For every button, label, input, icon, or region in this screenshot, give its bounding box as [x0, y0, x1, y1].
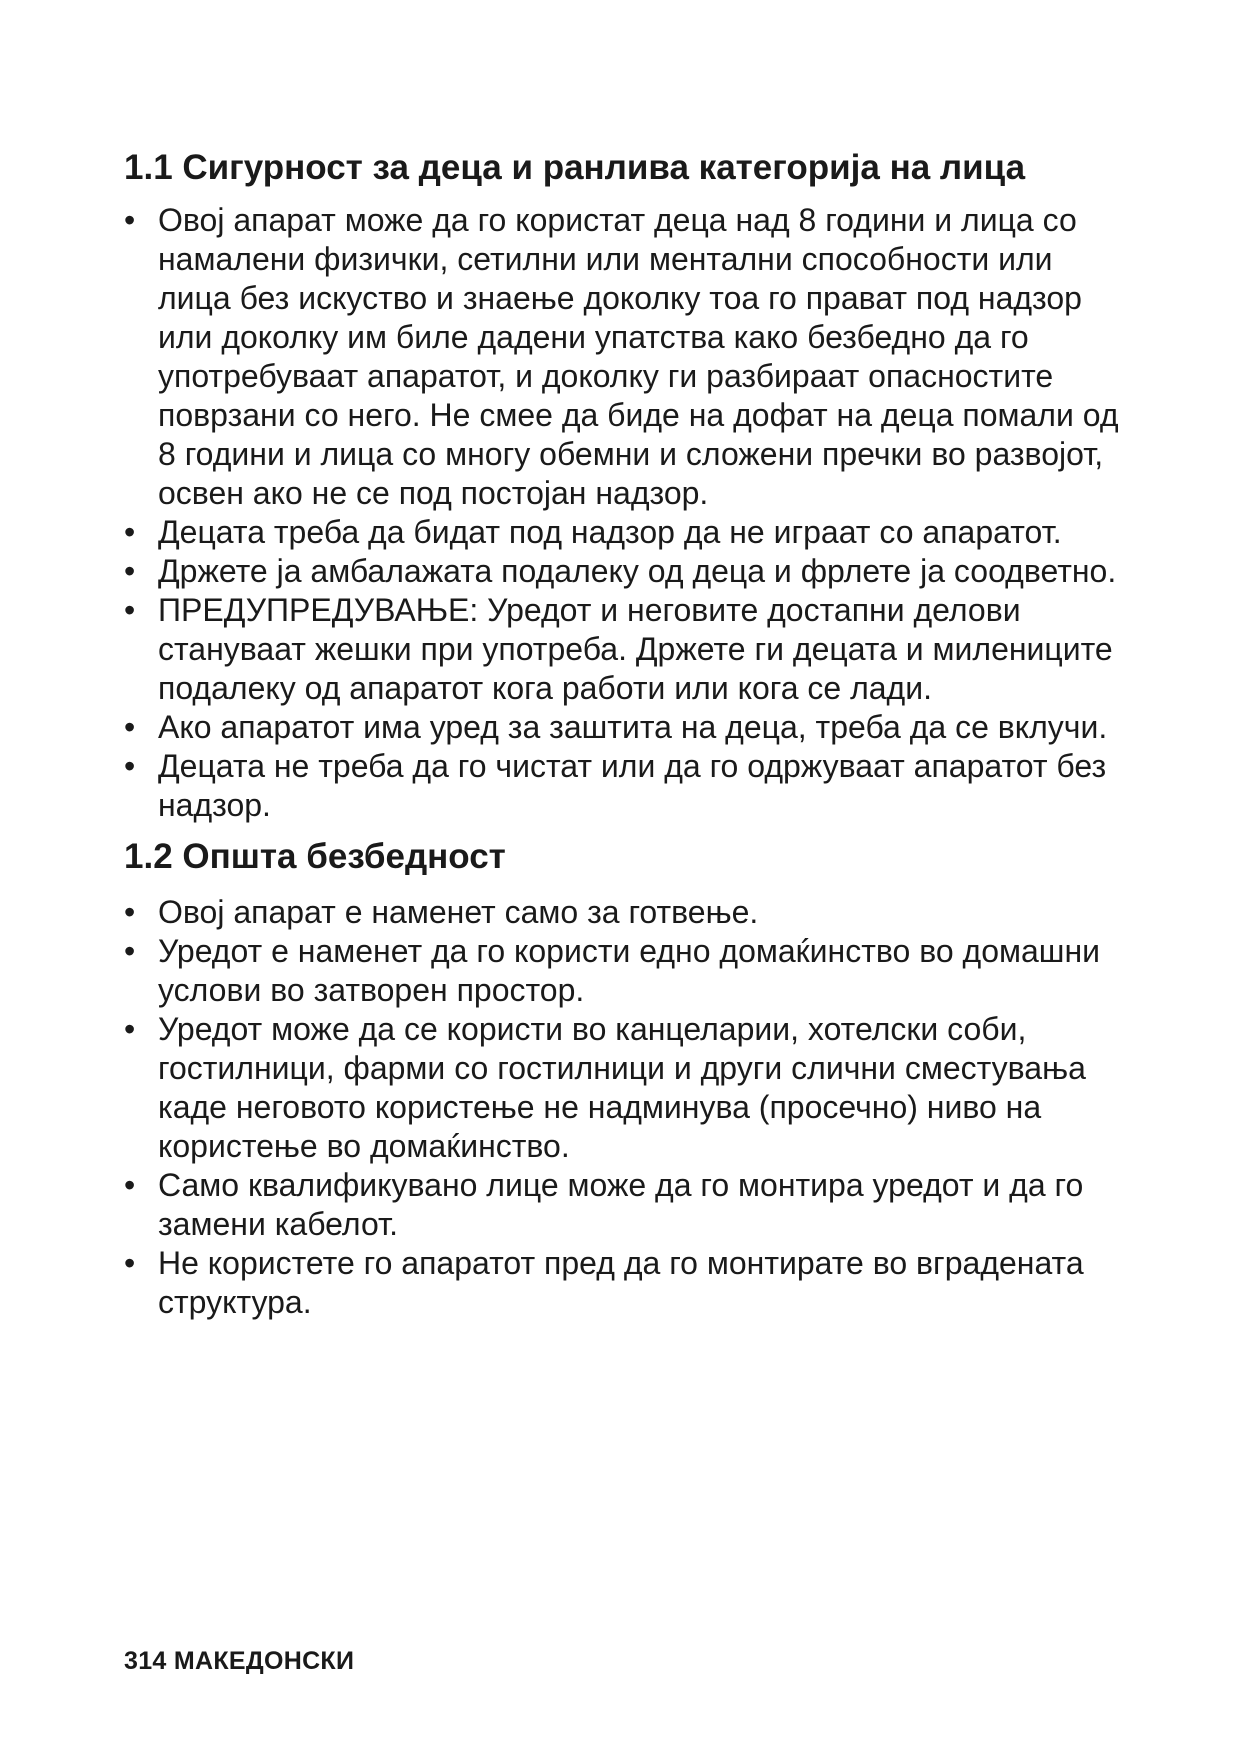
list-item: [124, 893, 1124, 932]
list-item-text: Овој апарат е наменет само за готвење.: [158, 894, 759, 930]
list-item-text: Уредот може да се користи во канцеларии, хотелски соби, гостилници, фарми со гостилници и други слични сместувања каде неговото користење не надминува (просечно) ниво на користење во домаќинство.: [158, 1011, 1086, 1164]
list-item: [124, 513, 1124, 552]
bullet-mark: •: [124, 1011, 136, 1047]
bullet-mark: •: [124, 894, 136, 930]
bullet-mark: •: [124, 592, 136, 628]
list-item-text: Уредот е наменет да го користи едно домаќинство во домашни услови во затворен простор.: [158, 933, 1100, 1008]
list-item: [124, 708, 1124, 747]
bullet-mark: •: [124, 933, 136, 969]
list-item-text: Овој апарат може да го користат деца над 8 години и лица со намалени физички, сетилни или ментални способности или лица без искуство и знаење доколку тоа го прават под надзор или доколку им биле дадени упатства како безбедно да го употребуваат апаратот, и доколку ги разбираат опасностите поврзани со него. Не смее да биде на дофат на деца помали од 8 години и лица со многу обемни и сложени пречки во развојот, освен ако не се под постојан надзор.: [158, 202, 1119, 511]
bullet-mark: •: [124, 1245, 136, 1281]
section-title-general-safety: 1.2 Општа безбедност: [124, 837, 506, 876]
list-item: [124, 552, 1124, 591]
list-item-text: Децата треба да бидат под надзор да не играат со апаратот.: [158, 514, 1062, 550]
list-item: [124, 932, 1124, 1010]
bullet-mark: •: [124, 202, 136, 238]
list-item: [124, 591, 1124, 708]
page-content: [124, 148, 1124, 1322]
list-item-text: Држете ја амбалажата подалеку од деца и фрлете ја соодветно.: [158, 553, 1117, 589]
bullet-mark: •: [124, 1167, 136, 1203]
page-footer: 314 МАКЕДОНСКИ: [124, 1647, 355, 1675]
list-item: [124, 1010, 1124, 1166]
general-safety-list: [124, 893, 1124, 1322]
list-item: [124, 747, 1124, 825]
bullet-mark: •: [124, 709, 136, 745]
bullet-mark: •: [124, 553, 136, 589]
list-item-text: Децата не треба да го чистат или да го одржуваат апаратот без надзор.: [158, 748, 1107, 823]
section-title-child-safety: 1.1 Сигурност за деца и ранлива категорија на лица: [124, 148, 1026, 187]
list-item: [124, 1244, 1124, 1322]
list-item: [124, 201, 1124, 513]
list-item-text: ПРЕДУПРЕДУВАЊЕ: Уредот и неговите достапни делови стануваат жешки при употреба. Држете ги децата и милениците подалеку од апаратот кога работи или кога се лади.: [158, 592, 1113, 706]
list-item-text: Не користете го апаратот пред да го монтирате во вградената структура.: [158, 1245, 1084, 1320]
bullet-mark: •: [124, 514, 136, 550]
bullet-mark: •: [124, 748, 136, 784]
list-item-text: Само квалификувано лице може да го монтира уредот и да го замени кабелот.: [158, 1167, 1084, 1242]
list-item: [124, 1166, 1124, 1244]
child-safety-list: [124, 201, 1124, 825]
list-item-text: Ако апаратот има уред за заштита на деца, треба да се вклучи.: [158, 709, 1108, 745]
